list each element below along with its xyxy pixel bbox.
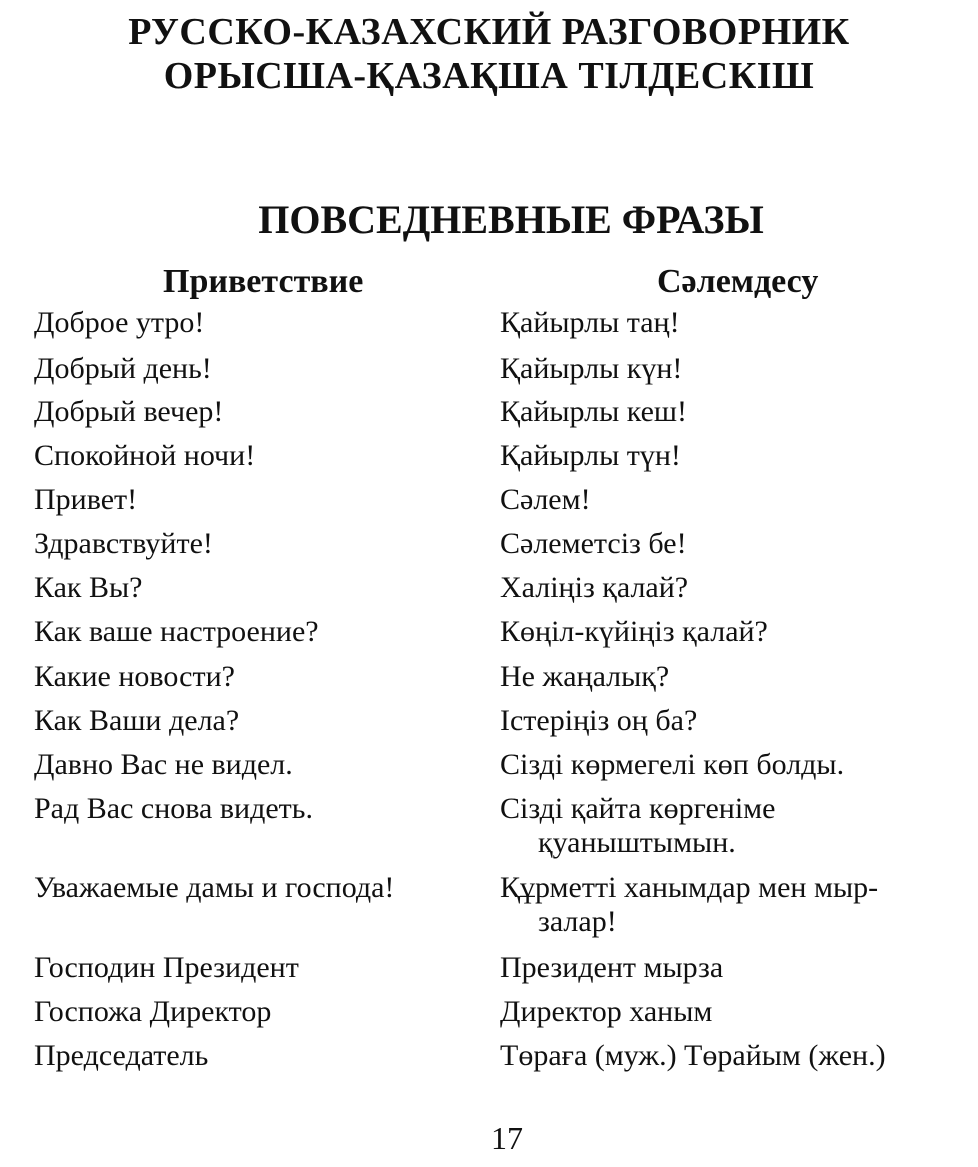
phrase-kazakh-continuation: қуаныштымын. bbox=[538, 826, 736, 859]
phrase-russian: Как ваше настроение? bbox=[34, 615, 319, 648]
phrase-row bbox=[0, 306, 978, 352]
phrase-russian: Добрый вечер! bbox=[34, 395, 224, 428]
book-title-russian: РУССКО-КАЗАХСКИЙ РАЗГОВОРНИК bbox=[128, 11, 850, 53]
phrase-row bbox=[0, 395, 978, 439]
phrase-kazakh: Істеріңіз оң ба? bbox=[500, 704, 698, 737]
phrase-row bbox=[0, 483, 978, 527]
phrase-kazakh bbox=[500, 792, 930, 871]
page-number: 17 bbox=[491, 1120, 523, 1156]
phrase-kazakh: Қайырлы таң! bbox=[500, 306, 680, 339]
phrase-russian: Давно Вас не видел. bbox=[34, 748, 293, 781]
phrase-kazakh: Қайырлы түн! bbox=[500, 439, 681, 472]
phrase-kazakh-line: Құрметті ханымдар мен мыр- bbox=[500, 871, 879, 904]
phrase-row bbox=[0, 571, 978, 615]
phrase-kazakh: Көңіл-күйіңіз қалай? bbox=[500, 615, 768, 648]
phrase-russian: Господин Президент bbox=[34, 951, 299, 984]
phrase-kazakh-continuation: залар! bbox=[538, 905, 617, 938]
phrase-kazakh: Не жаңалық? bbox=[500, 660, 670, 693]
phrase-kazakh bbox=[500, 871, 930, 951]
phrase-row bbox=[0, 352, 978, 395]
column-header-russian: Приветствие bbox=[163, 263, 364, 300]
phrase-kazakh: Қайырлы күн! bbox=[500, 352, 683, 385]
phrase-kazakh: Директор ханым bbox=[500, 995, 713, 1028]
phrase-row bbox=[0, 527, 978, 571]
phrase-row bbox=[0, 748, 978, 792]
phrase-russian: Госпожа Директор bbox=[34, 995, 272, 1028]
phrase-kazakh: Халіңіз қалай? bbox=[500, 571, 689, 604]
phrase-row bbox=[0, 951, 978, 995]
phrase-russian: Как Вы? bbox=[34, 571, 143, 604]
phrase-russian: Председатель bbox=[34, 1039, 209, 1072]
phrase-row bbox=[0, 1039, 978, 1083]
phrase-kazakh: Қайырлы кеш! bbox=[500, 395, 688, 428]
phrase-list bbox=[0, 306, 978, 1083]
phrase-russian: Доброе утро! bbox=[34, 306, 205, 339]
phrase-row bbox=[0, 439, 978, 483]
phrase-russian: Спокойной ночи! bbox=[34, 439, 256, 472]
phrase-russian: Рад Вас снова видеть. bbox=[34, 792, 313, 825]
phrase-russian: Добрый день! bbox=[34, 352, 212, 385]
phrase-russian: Здравствуйте! bbox=[34, 527, 213, 560]
phrase-kazakh-line: Сізді қайта көргеніме bbox=[500, 792, 776, 825]
phrase-kazakh: Төраға (муж.) Төрайым (жен.) bbox=[500, 1039, 886, 1072]
column-header-kazakh: Сәлемдесу bbox=[657, 263, 819, 300]
phrase-kazakh: Сізді көрмегелі көп болды. bbox=[500, 748, 845, 781]
phrase-row bbox=[0, 871, 978, 951]
phrase-row bbox=[0, 660, 978, 704]
phrase-russian: Привет! bbox=[34, 483, 138, 516]
phrase-russian: Как Ваши дела? bbox=[34, 704, 240, 737]
book-title-kazakh: ОРЫСША-ҚАЗАҚША ТІЛДЕСКІШ bbox=[163, 55, 815, 97]
phrase-russian: Уважаемые дамы и господа! bbox=[34, 871, 395, 904]
phrase-row bbox=[0, 615, 978, 660]
phrase-row bbox=[0, 792, 978, 871]
phrase-kazakh: Сәлеметсіз бе! bbox=[500, 527, 687, 560]
phrase-row bbox=[0, 704, 978, 748]
phrase-kazakh: Президент мырза bbox=[500, 951, 724, 984]
phrase-row bbox=[0, 995, 978, 1039]
section-title: ПОВСЕДНЕВНЫЕ ФРАЗЫ bbox=[258, 197, 764, 242]
phrase-kazakh: Сәлем! bbox=[500, 483, 591, 516]
phrase-russian: Какие новости? bbox=[34, 660, 235, 693]
